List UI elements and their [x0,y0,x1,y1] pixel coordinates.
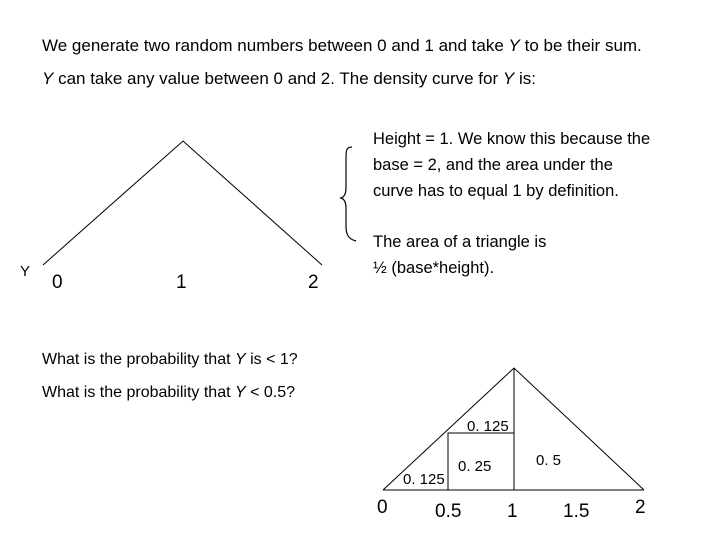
question-2-var: Y [234,384,246,401]
density-triangle-figure [43,141,356,265]
intro-line-1-pre: We generate two random numbers between 0 and 1 and take [42,36,509,55]
intro-line-2-mid: can take any value between 0 and 2. The density curve for [53,69,503,88]
intro-line-1-post: to be their sum. [519,36,642,55]
fig1-tick-1: 1 [176,272,187,293]
fig2-tick-0-5: 0.5 [435,501,462,522]
intro-var-y: Y [508,36,520,55]
right-half-area-label: 0. 5 [536,452,562,469]
question-2 [42,385,295,401]
question-1-var: Y [234,351,246,368]
question-1-post: is < 1? [245,351,298,368]
question-1 [42,352,298,368]
question-2-post: < 0.5? [245,384,296,401]
small-triangle-area-label: 0. 125 [403,471,445,488]
fig2-tick-0: 0 [377,497,388,518]
height-brace [341,147,356,241]
height-note: Height = 1. We know this because the base = 2, and the area under the curve has to equal 1 by definition. [373,130,651,200]
fig1-tick-0: 0 [52,272,63,293]
axis-variable-label: Y [20,263,31,280]
intro-line-2-post: is: [514,69,536,88]
question-1-pre: What is the probability that [42,351,235,368]
upper-triangle-area-label: 0. 125 [467,418,509,435]
area-note: The area of a triangle is ½ (base*height). [373,233,547,277]
fig2-tick-1: 1 [507,501,518,522]
question-2-pre: What is the probability that [42,384,235,401]
fig1-tick-2: 2 [308,272,319,293]
fig2-tick-1-5: 1.5 [563,501,590,522]
fig2-tick-2: 2 [635,497,646,518]
density-triangle [43,141,322,265]
intro-var-y-3: Y [502,69,515,88]
intro-var-y-2: Y [42,69,54,88]
rectangle-area-label: 0. 25 [458,458,492,475]
